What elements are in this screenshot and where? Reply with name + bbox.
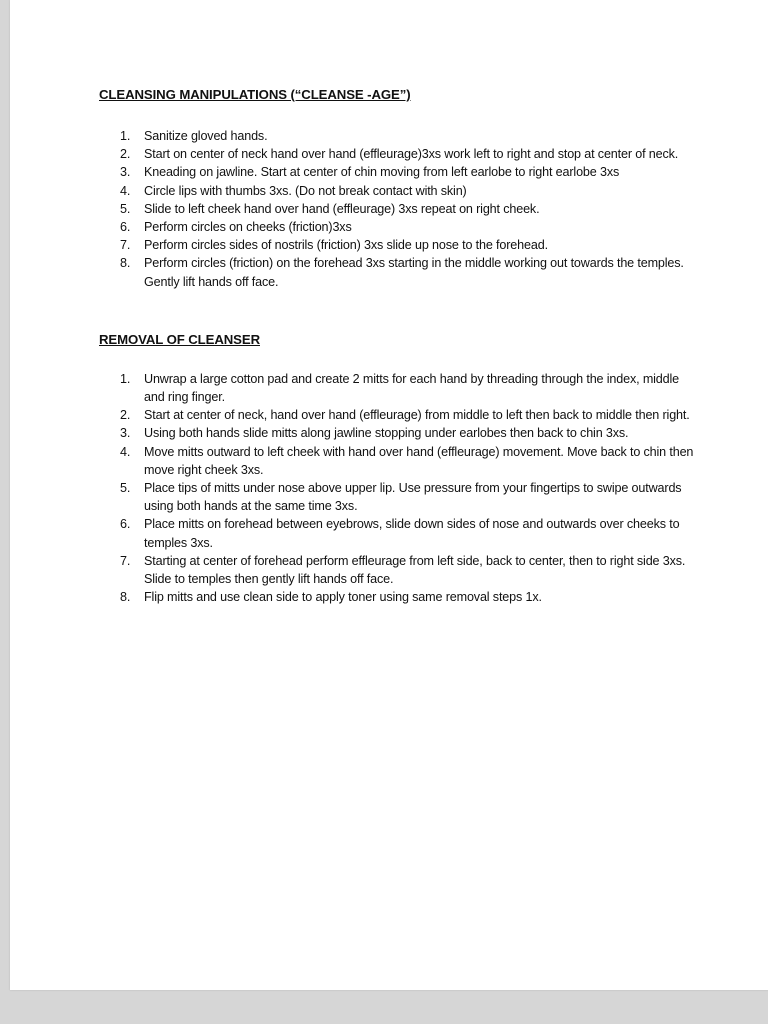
step-number: 1. [120,371,131,386]
step-number: 1. [120,129,131,143]
step-number: 5. [120,481,131,496]
step-text: Slide to left cheek hand over hand (effleurage) 3xs repeat on right cheek. [144,201,540,216]
step-text: Flip mitts and use clean side to apply toner using same removal steps 1x. [144,590,542,605]
step-number: 3. [120,165,131,180]
list-item [99,163,699,181]
step-text: Place tips of mitts under nose above upper lip. Use pressure from your fingertips to swipe outwards using both hands at the same time 3xs. [144,481,682,514]
list-item [99,254,699,290]
step-text: Circle lips with thumbs 3xs. (Do not break contact with skin) [144,183,467,198]
document-page [10,0,768,990]
step-text: Move mitts outward to left cheek with hand over hand (effleurage) movement. Move back to chin then move right cheek 3xs. [144,444,694,477]
list-item [99,552,699,588]
list-item [99,127,699,145]
document-body [99,86,699,606]
step-number: 8. [120,256,131,271]
list-item [99,406,699,424]
step-number: 7. [120,238,131,253]
step-text: Perform circles (friction) on the forehead 3xs starting in the middle working out towards the temples. Gently lift hands off face. [144,256,684,289]
step-number: 6. [120,220,131,235]
list-item [99,588,699,606]
step-number: 3. [120,426,131,441]
list-item [99,200,699,218]
section-spacer [99,291,699,331]
step-text: Using both hands slide mitts along jawline stopping under earlobes then back to chin 3xs. [144,426,629,441]
step-text: Unwrap a large cotton pad and create 2 mitts for each hand by threading through the index, middle and ring finger. [144,371,680,405]
step-text: Sanitize gloved hands. [144,129,268,143]
step-number: 7. [120,553,131,568]
list-item [99,236,699,254]
list-item [99,370,699,406]
step-text: Start at center of neck, hand over hand (effleurage) from middle to left then back to middle then right. [144,408,690,423]
step-number: 4. [120,444,131,459]
step-text: Perform circles sides of nostrils (friction) 3xs slide up nose to the forehead. [144,238,548,253]
cleansing-steps-list [99,127,699,291]
step-text: Kneading on jawline. Start at center of chin moving from left earlobe to right earlobe 3xs [144,165,620,180]
section-heading-removal: REMOVAL OF CLEANSER [99,331,260,347]
step-text: Place mitts on forehead between eyebrows, slide down sides of nose and outwards over cheeks to temples 3xs. [144,517,680,550]
list-item [99,424,699,442]
step-text: Perform circles on cheeks (friction)3xs [144,220,352,235]
list-item [99,145,699,163]
step-number: 4. [120,183,131,198]
list-item [99,515,699,551]
step-number: 6. [120,517,131,532]
removal-steps-list [99,370,699,607]
step-text: Start on center of neck hand over hand (effleurage)3xs work left to right and stop at center of neck. [144,147,679,162]
step-number: 2. [120,408,131,423]
step-text: Starting at center of forehead perform effleurage from left side, back to center, then to right side 3xs. Slide to temples then gently lift hands off face. [144,553,686,587]
step-number: 2. [120,147,131,162]
list-item [99,218,699,236]
list-item [99,443,699,479]
section-heading-cleansing: CLEANSING MANIPULATIONS (“CLEANSE -AGE”) [99,87,411,102]
step-number: 5. [120,201,131,216]
step-number: 8. [120,590,131,605]
list-item [99,479,699,515]
list-item [99,182,699,200]
